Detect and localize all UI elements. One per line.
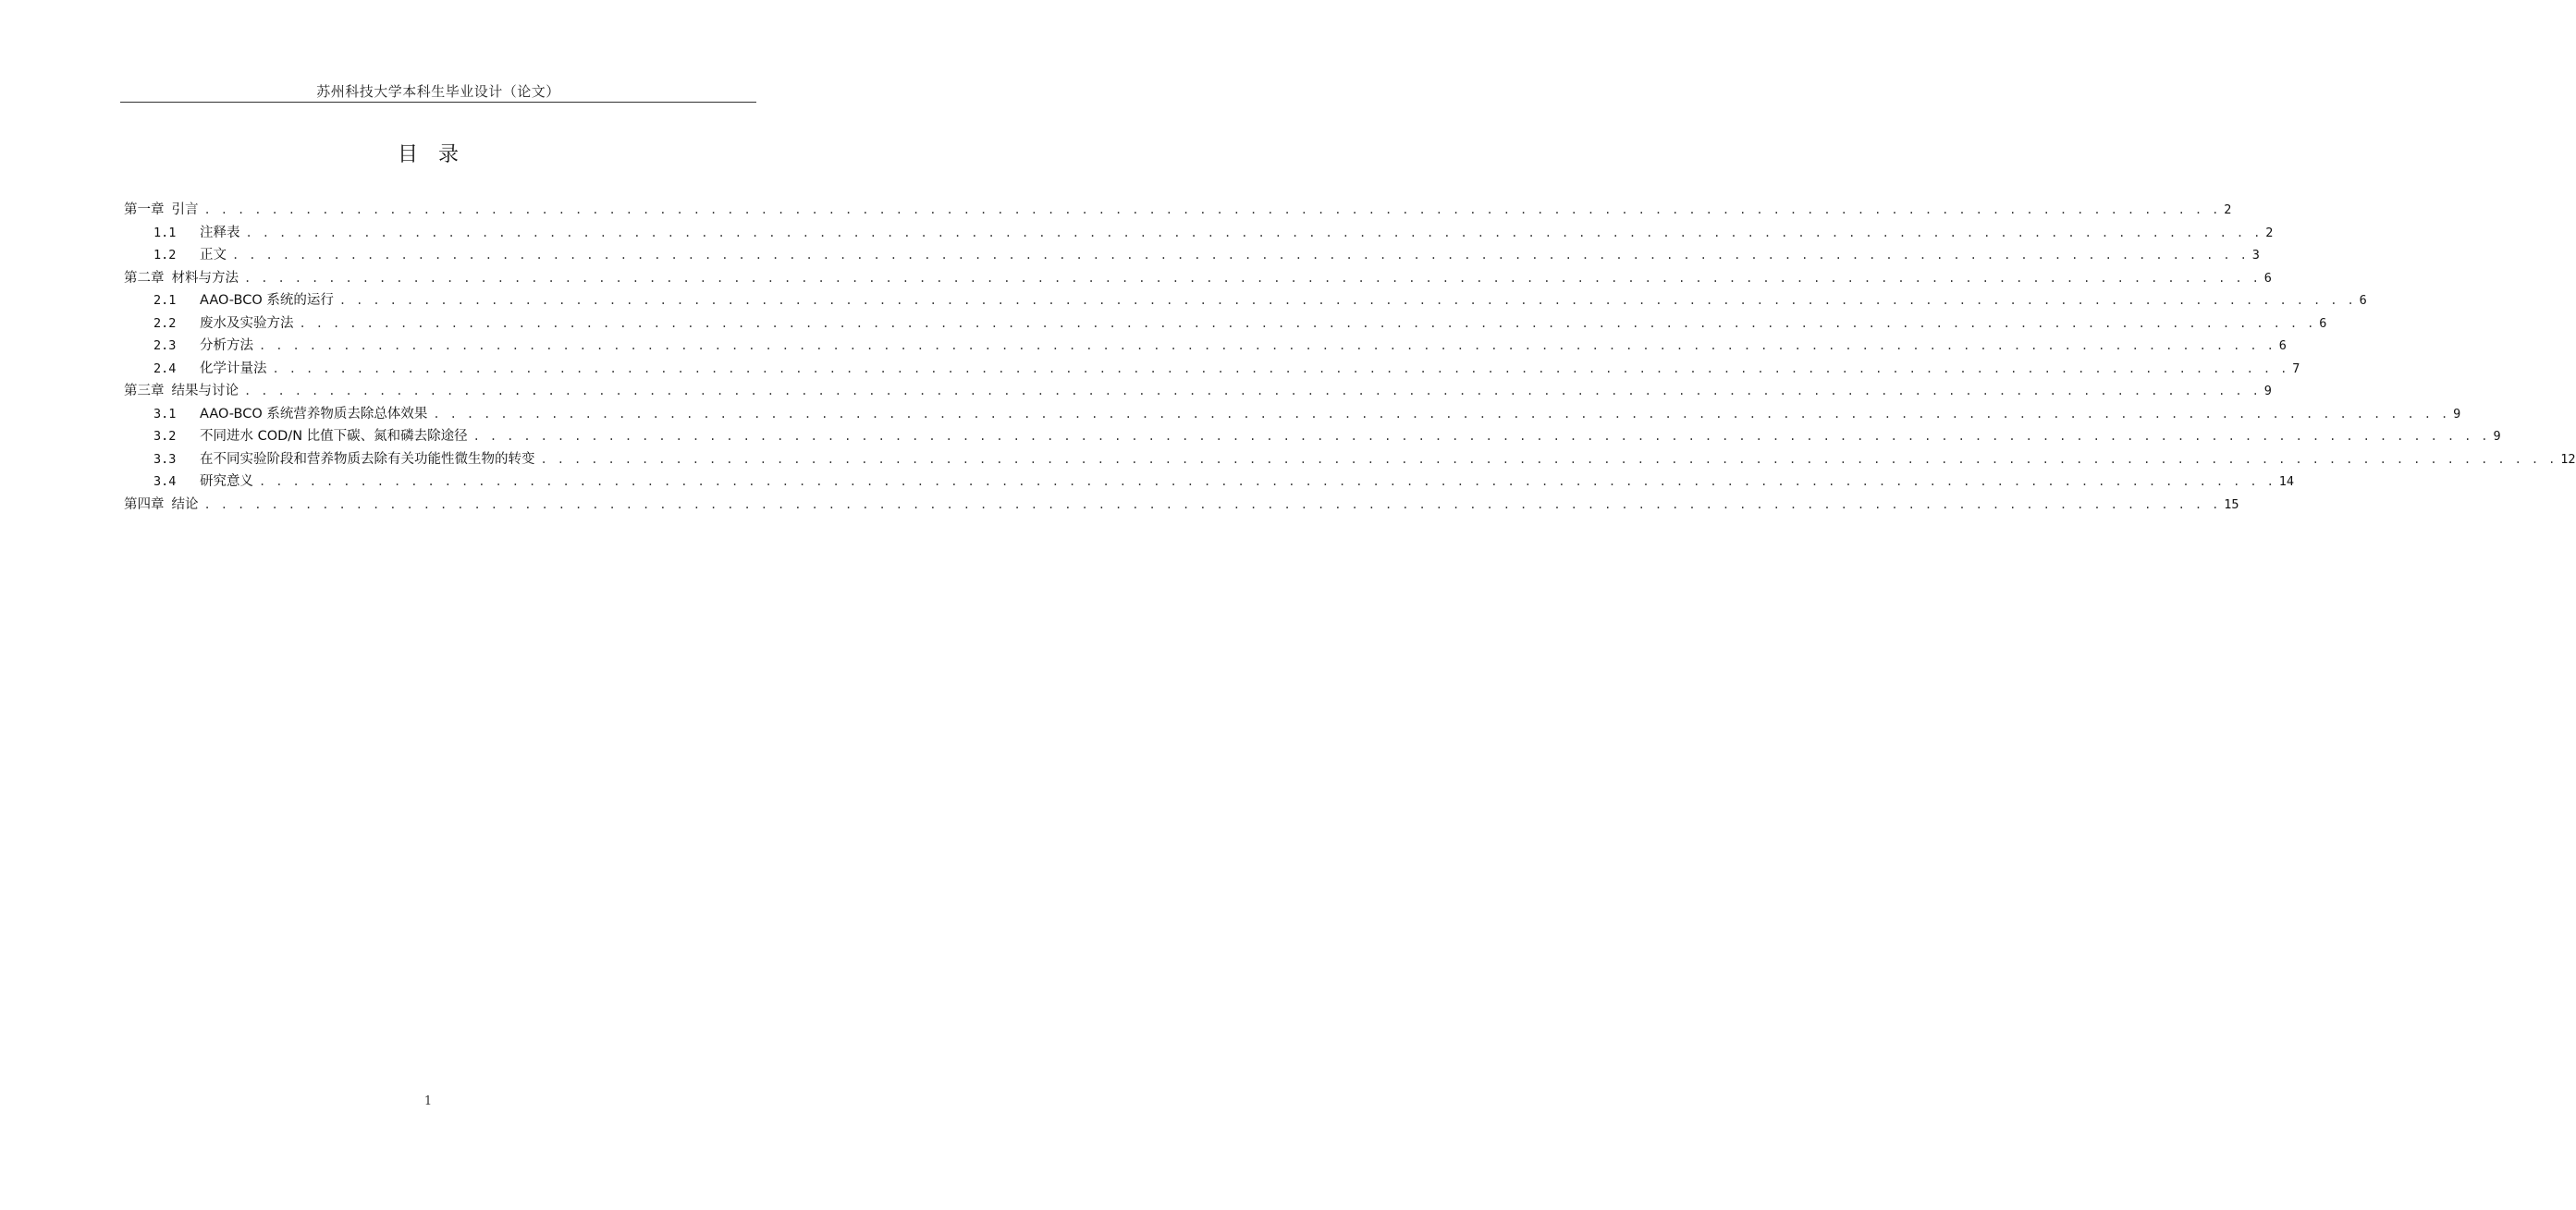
toc-page-number: 2 [2224,202,2232,217]
header-rule [120,102,756,103]
toc-section-entry[interactable] [124,358,2300,381]
toc-entry-title: 结论 [171,496,199,512]
toc-section-number: 2.4 [153,361,177,376]
toc-dot-leader: . . . . . . . . . . . . . . . . . . . . . . . . . . . . . . . . . . . . . . . . . . . . . . . . . . . . . . . . . . . . . . . . . . . . . . . . . . . . . . . . . . . . . . . . . . . . . . . . . . . . . . . . . . . . . . . . . . . . . . . . [259,339,2275,352]
toc-entry-title: 研究意义 [200,474,253,489]
page-number: 1 [423,1094,433,1108]
toc-dot-leader: . . . . . . . . . . . . . . . . . . . . . . . . . . . . . . . . . . . . . . . . . . . . . . . . . . . . . . . . . . . . . . . . . . . . . . . . . . . . . . . . . . . . . . . . . . . . . . . . . . . . . . . . . . . . . . . . . . . . . . . . [203,497,2221,511]
toc-page-number: 14 [2278,474,2295,489]
toc-dot-leader: . . . . . . . . . . . . . . . . . . . . . . . . . . . . . . . . . . . . . . . . . . . . . . . . . . . . . . . . . . . . . . . . . . . . . . . . . . . . . . . . . . . . . . . . . . . . . . . . . . . . . . . . . . . . . . . . . . . . . . . . [245,226,2263,239]
toc-dot-leader: . . . . . . . . . . . . . . . . . . . . . . . . . . . . . . . . . . . . . . . . . . . . . . . . . . . . . . . . . . . . . . . . . . . . . . . . . . . . . . . . . . . . . . . . . . . . . . . . . . . . . . . . . . . . . . . . . . . . . . . . [433,407,2450,421]
toc-section-entry[interactable] [124,289,2367,312]
toc-entry-title: 化学计量法 [200,361,267,376]
toc-section-number: 2.3 [153,338,177,353]
toc-entry-title: AAO-BCO 系统的运行 [200,293,334,308]
toc-chapter-entry[interactable] [124,267,2272,290]
toc-page-number: 6 [2319,315,2327,331]
toc-page-number: 6 [2359,293,2367,308]
toc-chapter-entry[interactable] [124,380,2272,403]
toc-dot-leader: . . . . . . . . . . . . . . . . . . . . . . . . . . . . . . . . . . . . . . . . . . . . . . . . . . . . . . . . . . . . . . . . . . . . . . . . . . . . . . . . . . . . . . . . . . . . . . . . . . . . . . . . . . . . . . . . . . . . . . . . [338,294,2356,307]
toc-dot-leader: . . . . . . . . . . . . . . . . . . . . . . . . . . . . . . . . . . . . . . . . . . . . . . . . . . . . . . . . . . . . . . . . . . . . . . . . . . . . . . . . . . . . . . . . . . . . . . . . . . . . . . . . . . . . . . . . . . . . . . . . [244,385,2261,397]
toc-dot-leader: . . . . . . . . . . . . . . . . . . . . . . . . . . . . . . . . . . . . . . . . . . . . . . . . . . . . . . . . . . . . . . . . . . . . . . . . . . . . . . . . . . . . . . . . . . . . . . . . . . . . . . . . . . . . . . . . . . . . . . . . [540,452,2558,466]
toc-section-number: 3.3 [153,451,177,467]
toc-entry-title: 引言 [171,202,199,217]
toc-entry-title: 分析方法 [200,338,253,353]
toc-page-number: 6 [2278,338,2287,353]
toc-chapter-entry[interactable] [124,199,2232,222]
toc-entry-title: 不同进水 COD/N 比值下碳、氮和磷去除途径 [200,429,468,444]
toc-page-number: 15 [2224,496,2239,512]
toc-chapter-label: 第四章 [124,496,165,512]
table-of-contents [124,199,2576,516]
toc-page-number: 9 [2493,429,2501,444]
toc-section-entry[interactable] [124,425,2501,448]
toc-entry-title: 材料与方法 [171,270,239,286]
toc-chapter-label: 第三章 [124,384,165,398]
toc-page-number: 12 [2560,451,2576,467]
toc-dot-leader: . . . . . . . . . . . . . . . . . . . . . . . . . . . . . . . . . . . . . . . . . . . . . . . . . . . . . . . . . . . . . . . . . . . . . . . . . . . . . . . . . . . . . . . . . . . . . . . . . . . . . . . . . . . . . . . . . . . . . . . . [244,271,2261,285]
toc-entry-title: 结果与讨论 [171,384,239,398]
toc-dot-leader: . . . . . . . . . . . . . . . . . . . . . . . . . . . . . . . . . . . . . . . . . . . . . . . . . . . . . . . . . . . . . . . . . . . . . . . . . . . . . . . . . . . . . . . . . . . . . . . . . . . . . . . . . . . . . . . . . . . . . . . . [299,316,2316,330]
toc-page-number: 2 [2265,225,2274,240]
toc-section-number: 2.1 [153,293,177,308]
toc-page-number: 9 [2263,384,2272,398]
toc-entry-title: 注释表 [200,225,240,240]
toc-dot-leader: . . . . . . . . . . . . . . . . . . . . . . . . . . . . . . . . . . . . . . . . . . . . . . . . . . . . . . . . . . . . . . . . . . . . . . . . . . . . . . . . . . . . . . . . . . . . . . . . . . . . . . . . . . . . . . . . . . . . . . . . [232,249,2249,262]
toc-chapter-label: 第二章 [124,270,165,286]
toc-section-entry[interactable] [124,335,2287,358]
toc-entry-title: AAO-BCO 系统营养物质去除总体效果 [200,406,428,422]
toc-dot-leader: . . . . . . . . . . . . . . . . . . . . . . . . . . . . . . . . . . . . . . . . . . . . . . . . . . . . . . . . . . . . . . . . . . . . . . . . . . . . . . . . . . . . . . . . . . . . . . . . . . . . . . . . . . . . . . . . . . . . . . . . [272,361,2289,375]
toc-entry-title: 废水及实验方法 [200,315,294,331]
toc-page-number: 7 [2292,361,2300,376]
toc-section-number: 3.1 [153,406,177,422]
toc-title: 目录 [397,143,479,166]
toc-section-entry[interactable] [124,222,2274,245]
toc-chapter-entry[interactable] [124,494,2239,517]
toc-entry-title: 正文 [200,248,227,263]
toc-section-entry[interactable] [124,312,2327,336]
toc-section-entry[interactable] [124,403,2461,426]
toc-dot-leader: . . . . . . . . . . . . . . . . . . . . . . . . . . . . . . . . . . . . . . . . . . . . . . . . . . . . . . . . . . . . . . . . . . . . . . . . . . . . . . . . . . . . . . . . . . . . . . . . . . . . . . . . . . . . . . . . . . . . . . . . [203,203,2221,216]
toc-section-number: 1.1 [153,225,177,240]
toc-dot-leader: . . . . . . . . . . . . . . . . . . . . . . . . . . . . . . . . . . . . . . . . . . . . . . . . . . . . . . . . . . . . . . . . . . . . . . . . . . . . . . . . . . . . . . . . . . . . . . . . . . . . . . . . . . . . . . . . . . . . . . . . [472,430,2490,443]
toc-page-number: 9 [2453,406,2461,422]
toc-section-entry[interactable] [124,244,2260,267]
toc-page-number: 3 [2251,248,2260,263]
toc-entry-title: 在不同实验阶段和营养物质去除有关功能性微生物的转变 [200,451,535,467]
toc-section-number: 3.4 [153,474,177,489]
toc-page-number: 6 [2263,270,2272,286]
toc-chapter-label: 第一章 [124,202,165,217]
toc-section-entry[interactable] [124,448,2576,471]
toc-section-number: 2.2 [153,315,177,331]
toc-dot-leader: . . . . . . . . . . . . . . . . . . . . . . . . . . . . . . . . . . . . . . . . . . . . . . . . . . . . . . . . . . . . . . . . . . . . . . . . . . . . . . . . . . . . . . . . . . . . . . . . . . . . . . . . . . . . . . . . . . . . . . . . [259,475,2275,488]
toc-section-number: 3.2 [153,429,177,444]
toc-section-number: 1.2 [153,248,177,263]
page-header-title: 苏州科技大学本科生毕业设计（论文） [316,83,560,100]
toc-section-entry[interactable] [124,471,2295,494]
